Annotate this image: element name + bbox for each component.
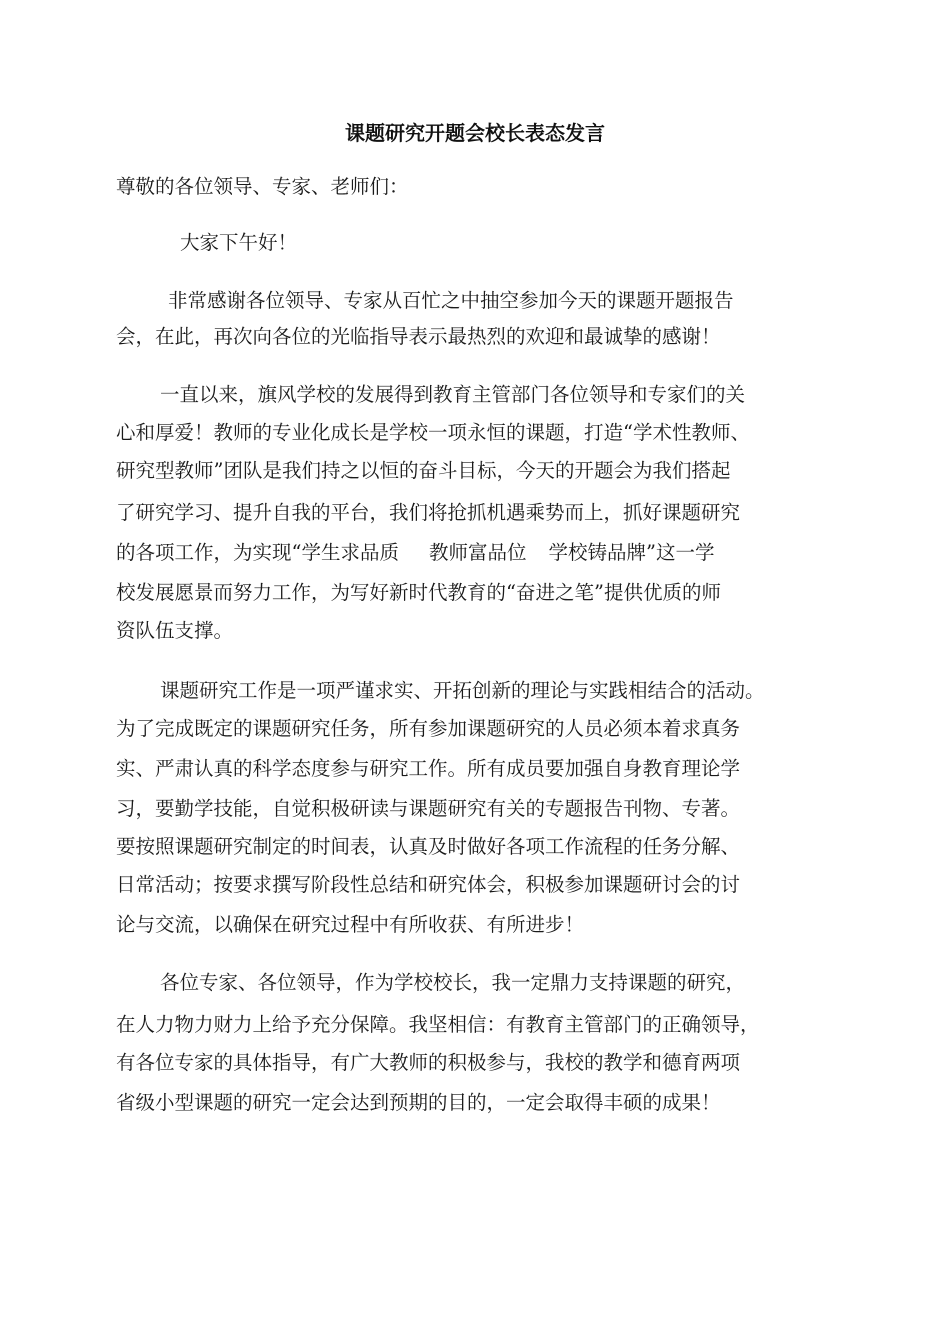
paragraph-2-line-3: 研究型教师”团队是我们持之以恒的奋斗目标，今天的开题会为我们搭起 — [116, 459, 731, 482]
paragraph-2-line-5 — [116, 538, 714, 568]
paragraph-3-line-6: 日常活动；按要求撰写阶段性总结和研究体会，积极参加课题研讨会的讨 — [116, 873, 741, 896]
document-title: 课题研究开题会校长表态发言 — [345, 121, 605, 145]
paragraph-2-line-6: 校发展愿景而努力工作，为写好新时代教育的“奋进之笔”提供优质的师 — [116, 581, 721, 604]
paragraph-4-line-1: 各位专家、各位领导，作为学校校长，我一定鼎力支持课题的研究， — [160, 971, 746, 994]
paragraph-1-line-1: 非常感谢各位领导、专家从百忙之中抽空参加今天的课题开题报告 — [168, 289, 734, 312]
paragraph-3-line-5: 要按照课题研究制定的时间表，认真及时做好各项工作流程的任务分解、 — [116, 835, 741, 858]
paragraph-4-line-2: 在人力物力财力上给予充分保障。我坚相信：有教育主管部门的正确领导， — [116, 1013, 760, 1036]
paragraph-2-line-2: 心和厚爱！教师的专业化成长是学校一项永恒的课题，打造“学术性教师、 — [116, 421, 750, 444]
paragraph-2-line-5-part-2: 教师富品位 — [428, 541, 527, 564]
salutation: 尊敬的各位领导、专家、老师们： — [116, 175, 409, 198]
paragraph-3-line-2: 为了完成既定的课题研究任务，所有参加课题研究的人员必须本着求真务 — [116, 717, 741, 740]
paragraph-1-line-2: 会，在此，再次向各位的光临指导表示最热烈的欢迎和最诚挚的感谢！ — [116, 325, 721, 348]
paragraph-3-line-7: 论与交流，以确保在研究过程中有所收获、有所进步！ — [116, 913, 585, 936]
greeting: 大家下午好！ — [180, 231, 298, 254]
paragraph-4-line-4: 省级小型课题的研究一定会达到预期的目的，一定会取得丰硕的成果！ — [116, 1091, 721, 1114]
paragraph-3-line-4: 习，要勤学技能，自觉积极研读与课题研究有关的专题报告刊物、专著。 — [116, 797, 741, 820]
paragraph-3-line-1: 课题研究工作是一项严谨求实、开拓创新的理论与实践相结合的活动。 — [160, 679, 765, 702]
paragraph-2-line-5-part-3: 学校铸品牌”这一学 — [548, 541, 715, 564]
paragraph-2-line-1: 一直以来，旗风学校的发展得到教育主管部门各位领导和专家们的关 — [160, 383, 746, 406]
paragraph-2-line-5-part-1: 的各项工作，为实现“学生求品质 — [116, 541, 399, 564]
paragraph-3-line-3: 实、严肃认真的科学态度参与研究工作。所有成员要加强自身教育理论学 — [116, 757, 741, 780]
paragraph-2-line-4: 了研究学习、提升自我的平台，我们将抢抓机遇乘势而上，抓好课题研究 — [116, 501, 741, 524]
paragraph-2-line-7: 资队伍支撑。 — [116, 619, 234, 642]
paragraph-4-line-3: 有各位专家的具体指导，有广大教师的积极参与，我校的教学和德育两项 — [116, 1051, 741, 1074]
